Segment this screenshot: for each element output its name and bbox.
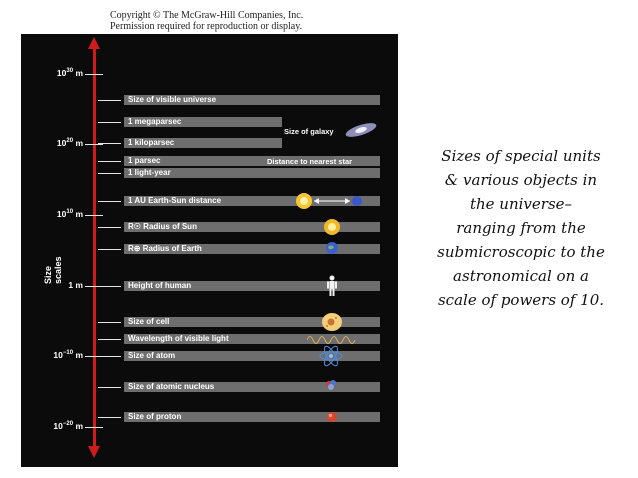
scale-label-1e10 bbox=[21, 209, 83, 219]
bar-tick bbox=[98, 122, 121, 123]
scale-tick bbox=[85, 144, 103, 145]
bar-atomic-nucleus: Size of atomic nucleus bbox=[124, 382, 380, 392]
caption-line-5: submicroscopic to the bbox=[437, 243, 605, 261]
caption bbox=[410, 144, 632, 312]
caption-line-2: & various objects in bbox=[444, 171, 598, 189]
scale-unit: m bbox=[73, 350, 83, 360]
bar-tick bbox=[98, 387, 121, 388]
scale-unit: m bbox=[73, 421, 83, 431]
scale-base: 10 bbox=[56, 138, 67, 148]
scale-unit: m bbox=[73, 209, 83, 219]
caption-line-6: astronomical on a bbox=[453, 267, 589, 285]
scale-exp: 20 bbox=[66, 138, 74, 145]
bar-tick bbox=[98, 100, 121, 101]
size-scale-diagram bbox=[21, 34, 398, 467]
cell-icon bbox=[321, 312, 343, 332]
sun-earth-distance-icon bbox=[295, 191, 365, 211]
bar-visible-universe: Size of visible universe bbox=[124, 95, 380, 105]
arrow-down-icon bbox=[88, 446, 100, 458]
bar-au: 1 AU Earth-Sun distance bbox=[124, 196, 380, 206]
axis-label: Size scales bbox=[43, 256, 63, 284]
proton-icon bbox=[325, 410, 339, 424]
bar-tick bbox=[98, 356, 121, 357]
bar-megaparsec: 1 megaparsec bbox=[124, 117, 282, 127]
scale-tick bbox=[85, 427, 103, 428]
scale-tick bbox=[85, 74, 103, 75]
bar-tick bbox=[98, 227, 121, 228]
scale-base: 10 bbox=[53, 421, 63, 431]
scale-arrow-shaft bbox=[93, 46, 96, 450]
bar-kiloparsec: 1 kiloparsec bbox=[124, 138, 282, 148]
bar-tick bbox=[98, 201, 121, 202]
bar-light-year: 1 light-year bbox=[124, 168, 380, 178]
bar-human: Height of human bbox=[124, 281, 380, 291]
bar-cell: Size of cell bbox=[124, 317, 380, 327]
bar-radius-sun: R☉ Radius of Sun bbox=[124, 222, 380, 232]
bar-atom: Size of atom bbox=[124, 351, 380, 361]
caption-line-4: ranging from the bbox=[456, 219, 586, 237]
scale-label-1e30 bbox=[21, 68, 83, 78]
arrow-up-icon bbox=[88, 37, 100, 49]
caption-line-7: scale of powers of 10. bbox=[437, 291, 605, 309]
scale-label-1m bbox=[21, 280, 83, 290]
bar-proton: Size of proton bbox=[124, 412, 380, 422]
galaxy-note: Size of galaxy bbox=[284, 127, 334, 136]
scale-exp: −10 bbox=[62, 350, 74, 357]
bar-tick bbox=[98, 249, 121, 250]
atom-icon bbox=[319, 345, 343, 367]
bar-radius-earth: R⊕ Radius of Earth bbox=[124, 244, 380, 254]
bar-tick bbox=[98, 173, 121, 174]
scale-label-1e20 bbox=[21, 138, 83, 148]
scale-label-1e-10 bbox=[21, 350, 83, 360]
scale-base: 10 bbox=[56, 209, 67, 219]
bar-tick bbox=[98, 322, 121, 323]
sun-icon bbox=[322, 217, 342, 237]
copyright-notice bbox=[110, 10, 330, 32]
scale-exp: 30 bbox=[66, 68, 74, 75]
human-icon bbox=[325, 275, 339, 297]
scale-unit: m bbox=[73, 138, 83, 148]
scale-exp: 10 bbox=[66, 209, 74, 216]
copyright-line-1: Copyright © The McGraw-Hill Companies, Inc. bbox=[110, 10, 304, 21]
nearest-star-note: Distance to nearest star bbox=[267, 157, 353, 166]
galaxy-icon bbox=[343, 121, 379, 139]
bar-tick bbox=[98, 286, 121, 287]
nucleus-icon bbox=[324, 378, 338, 392]
caption-line-3: the universe– bbox=[469, 195, 573, 213]
scale-base: 10 bbox=[56, 68, 67, 78]
bar-visible-light: Wavelength of visible light bbox=[124, 334, 380, 344]
bar-tick bbox=[98, 143, 121, 144]
bar-parsec: 1 parsec bbox=[124, 156, 380, 166]
scale-exp: −20 bbox=[62, 421, 74, 428]
scale-tick bbox=[85, 215, 103, 216]
scale-unit: m bbox=[73, 68, 83, 78]
bar-tick bbox=[98, 161, 121, 162]
scale-base: 1 m bbox=[68, 280, 83, 290]
bar-tick bbox=[98, 339, 121, 340]
earth-icon bbox=[325, 241, 339, 255]
scale-base: 10 bbox=[53, 350, 63, 360]
scale-label-1e-20 bbox=[21, 421, 83, 431]
copyright-line-2: Permission required for reproduction or display. bbox=[110, 21, 303, 32]
bar-tick bbox=[98, 417, 121, 418]
caption-line-1: Sizes of special units bbox=[441, 147, 601, 165]
